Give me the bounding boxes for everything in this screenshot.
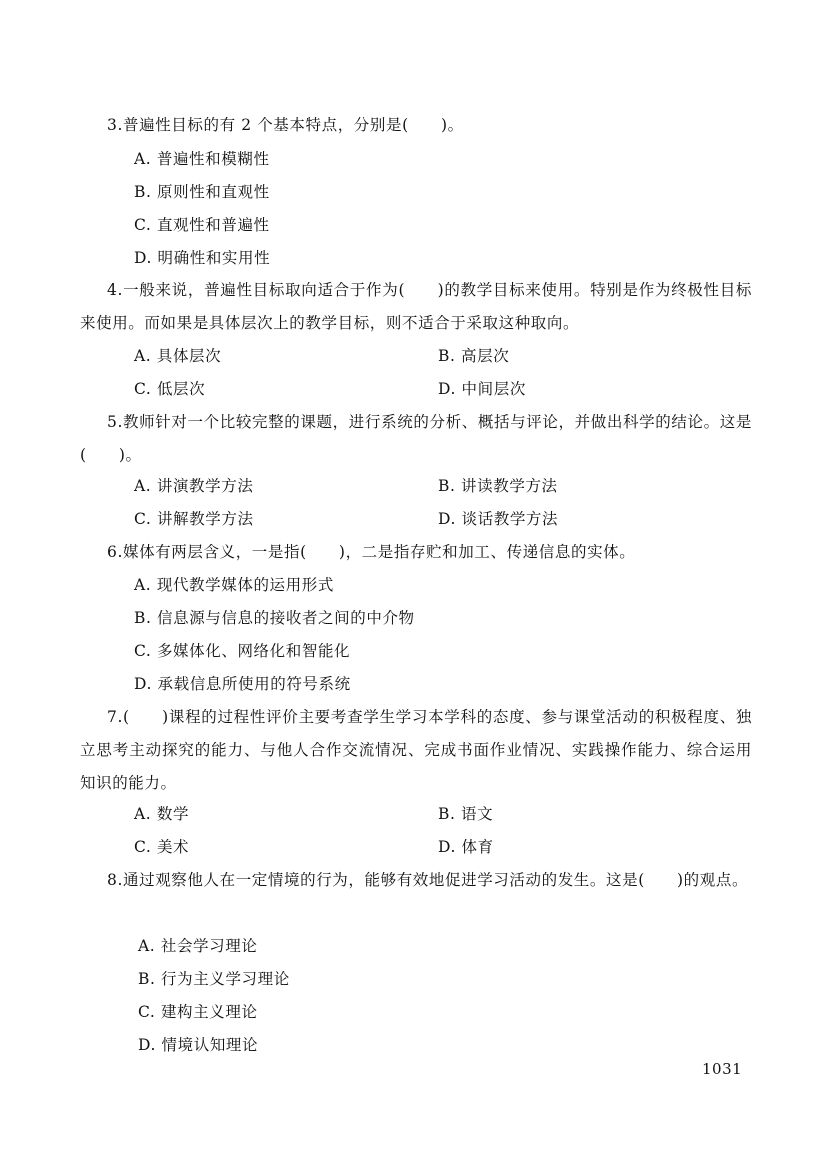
q7-option-b: B. 语文 <box>438 805 494 823</box>
q6-option-d: D. 承载信息所使用的符号系统 <box>134 675 351 693</box>
q3-option-b: B. 原则性和直观性 <box>134 183 270 201</box>
question-4-stem: 4.一般来说，普遍性目标取向适合于作为( )的教学目标来使用。特别是作为终极性目标来使用。而如果是具体层次上的教学目标，则不适合于采取这种取向。 <box>80 281 752 332</box>
q6-option-c: C. 多媒体化、网络化和智能化 <box>134 642 351 660</box>
q4-option-c: C. 低层次 <box>134 380 206 398</box>
question-7-stem: 7.( )课程的过程性评价主要考查学生学习本学科的态度、参与课堂活动的积极程度、独立思考主动探究的能力、与他人合作交流情况、完成书面作业情况、实践操作能力、综合运用知识的能力。 <box>80 708 752 792</box>
q3-option-c: C. 直观性和普遍性 <box>134 216 270 234</box>
q6-option-a: A. 现代教学媒体的运用形式 <box>134 576 334 594</box>
q5-option-b: B. 讲读教学方法 <box>438 477 558 495</box>
q4-option-a: A. 具体层次 <box>134 347 222 365</box>
q5-option-d: D. 谈话教学方法 <box>438 510 559 528</box>
q4-option-d: D. 中间层次 <box>438 380 526 398</box>
page-number: 1031 <box>702 1060 743 1078</box>
q3-option-a: A. 普遍性和模糊性 <box>134 150 270 168</box>
q8-option-b: B. 行为主义学习理论 <box>138 970 290 988</box>
question-6-stem: 6.媒体有两层含义，一是指( )，二是指存贮和加工、传递信息的实体。 <box>107 543 636 561</box>
q3-option-d: D. 明确性和实用性 <box>134 249 271 267</box>
question-5-stem: 5.教师针对一个比较完整的课题，进行系统的分析、概括与评论，并做出科学的结论。这是( )。 <box>80 413 752 464</box>
question-8-stem: 8.通过观察他人在一定情境的行为，能够有效地促进学习活动的发生。这是( )的观点。 <box>107 871 749 889</box>
question-3-stem: 3.普遍性目标的有 2 个基本特点，分别是( )。 <box>107 116 464 134</box>
q5-option-c: C. 讲解教学方法 <box>134 510 254 528</box>
q6-option-b: B. 信息源与信息的接收者之间的中介物 <box>134 609 415 627</box>
q7-option-a: A. 数学 <box>134 805 190 823</box>
q7-option-c: C. 美术 <box>134 838 190 856</box>
q4-option-b: B. 高层次 <box>438 347 510 365</box>
q8-option-a: A. 社会学习理论 <box>138 937 258 955</box>
q8-option-d: D. 情境认知理论 <box>138 1036 259 1054</box>
q7-option-d: D. 体育 <box>438 838 494 856</box>
q8-option-c: C. 建构主义理论 <box>138 1003 258 1021</box>
q5-option-a: A. 讲演教学方法 <box>134 477 254 495</box>
